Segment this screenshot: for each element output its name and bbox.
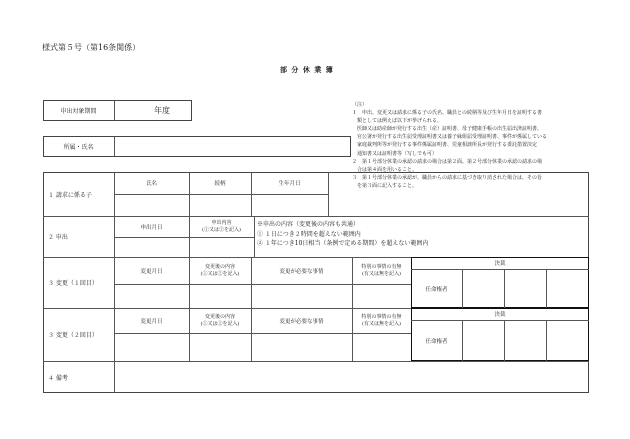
section2-content-sub: (①又は②を記入)	[202, 226, 241, 233]
section3b-date-label: 変更月日	[140, 318, 163, 325]
note-line: 通知書又は証明書等（写しでも可）	[352, 150, 438, 157]
section2-content-label: 申出内容	[211, 219, 232, 226]
section1-header-birthdate: 生年月日	[278, 181, 301, 187]
form-number: 様式第５号（第16条関係）	[42, 43, 141, 52]
section3a-content-label: 変更後の内容	[204, 263, 235, 270]
section1-header-name: 氏名	[145, 181, 157, 187]
section3a-date-label: 変更月日	[140, 268, 163, 275]
section3b-special-header	[352, 308, 411, 333]
section3b-content-sub: (①又は②を記入)	[200, 320, 240, 327]
section2-content-title: ※申出の内容（変更後の内容も共通）	[257, 221, 360, 228]
target-period-value: 年度	[154, 106, 170, 115]
section2-content-info	[257, 220, 428, 249]
affiliation-label: 所属・氏名	[63, 144, 94, 151]
target-period-label: 申出対象期間	[60, 108, 97, 115]
section3b-decision-label: 決裁	[494, 312, 506, 318]
section3b-approver-label: 任命権者	[425, 338, 448, 345]
note-line: 官公署が発行する出生届受理証明書又は養子縁組届受理証明書、事件が係属している	[352, 134, 548, 141]
section3a-reason-label: 変更が必要な事情	[279, 268, 324, 275]
note-line: 家庭裁判所等が発行する事件係属証明書、児童相談所長が発行する委託措置決定	[352, 142, 538, 149]
section3b-special-label: 特別の事情の有無	[361, 313, 402, 320]
section3a-content-sub: (①又は②を記入)	[200, 270, 240, 277]
section3b-special-sub: (有又は無を記入)	[362, 320, 401, 327]
section3b-reason-label: 変更が必要な事情	[279, 318, 324, 325]
note-line: 医師又は助産師が発行する出生（産）証明書、母子健康手帳の出生届出済証明書、	[352, 126, 543, 133]
section3a-content-header	[189, 257, 251, 284]
note-line: 合は第４面を用いること。	[352, 166, 418, 173]
section3b-content-label: 変更後の内容	[204, 313, 235, 320]
section3a-label: ３ 変更（１回目）	[48, 280, 98, 287]
section3a-decision-label: 決裁	[494, 261, 506, 267]
note-line: １ 申出、変更又は請求に係る子の氏名、職員との続柄等及び生年月日を証明する書	[352, 110, 543, 117]
section3a-special-sub: (有又は無を記入)	[362, 270, 401, 277]
note-line: ３ 第１号部分休業の承認が、職員からの請求に基づき取り消された場合は、その旨	[352, 174, 543, 181]
section3b-content-header	[189, 308, 251, 333]
section3a-special-header	[352, 257, 411, 284]
section2-label: ２ 申出	[48, 234, 68, 241]
section3a-special-label: 特別の事情の有無	[361, 263, 402, 270]
section2-content-item: ② １年につき10日相当（条例で定める期間）を超えない範囲内	[257, 240, 429, 247]
section2-content-item: ① １日につき２時間を超えない範囲内	[257, 230, 361, 238]
note-line: を第３面に記入すること。	[352, 182, 418, 189]
note-line: ２ 第１号部分休業の承認の請求の場合は第２面、第２号部分休業の承認の請求の場	[352, 158, 543, 165]
section2-content-header	[189, 216, 254, 237]
section3a-approver-label: 任命権者	[425, 286, 448, 293]
note-line: 類としては例えば以下が挙げられる。	[352, 118, 443, 125]
section3b-label: ３ 変更（２回目）	[48, 332, 98, 339]
section1-header-relation: 続柄	[214, 181, 226, 187]
notes-heading: （注）	[352, 102, 368, 108]
section2-date-label: 申出月日	[140, 224, 163, 231]
page-title: 部 分 休 業 簿	[280, 65, 334, 74]
section1-label: １ 請求に係る子	[48, 191, 92, 199]
section4-label: ４ 備考	[48, 374, 68, 382]
